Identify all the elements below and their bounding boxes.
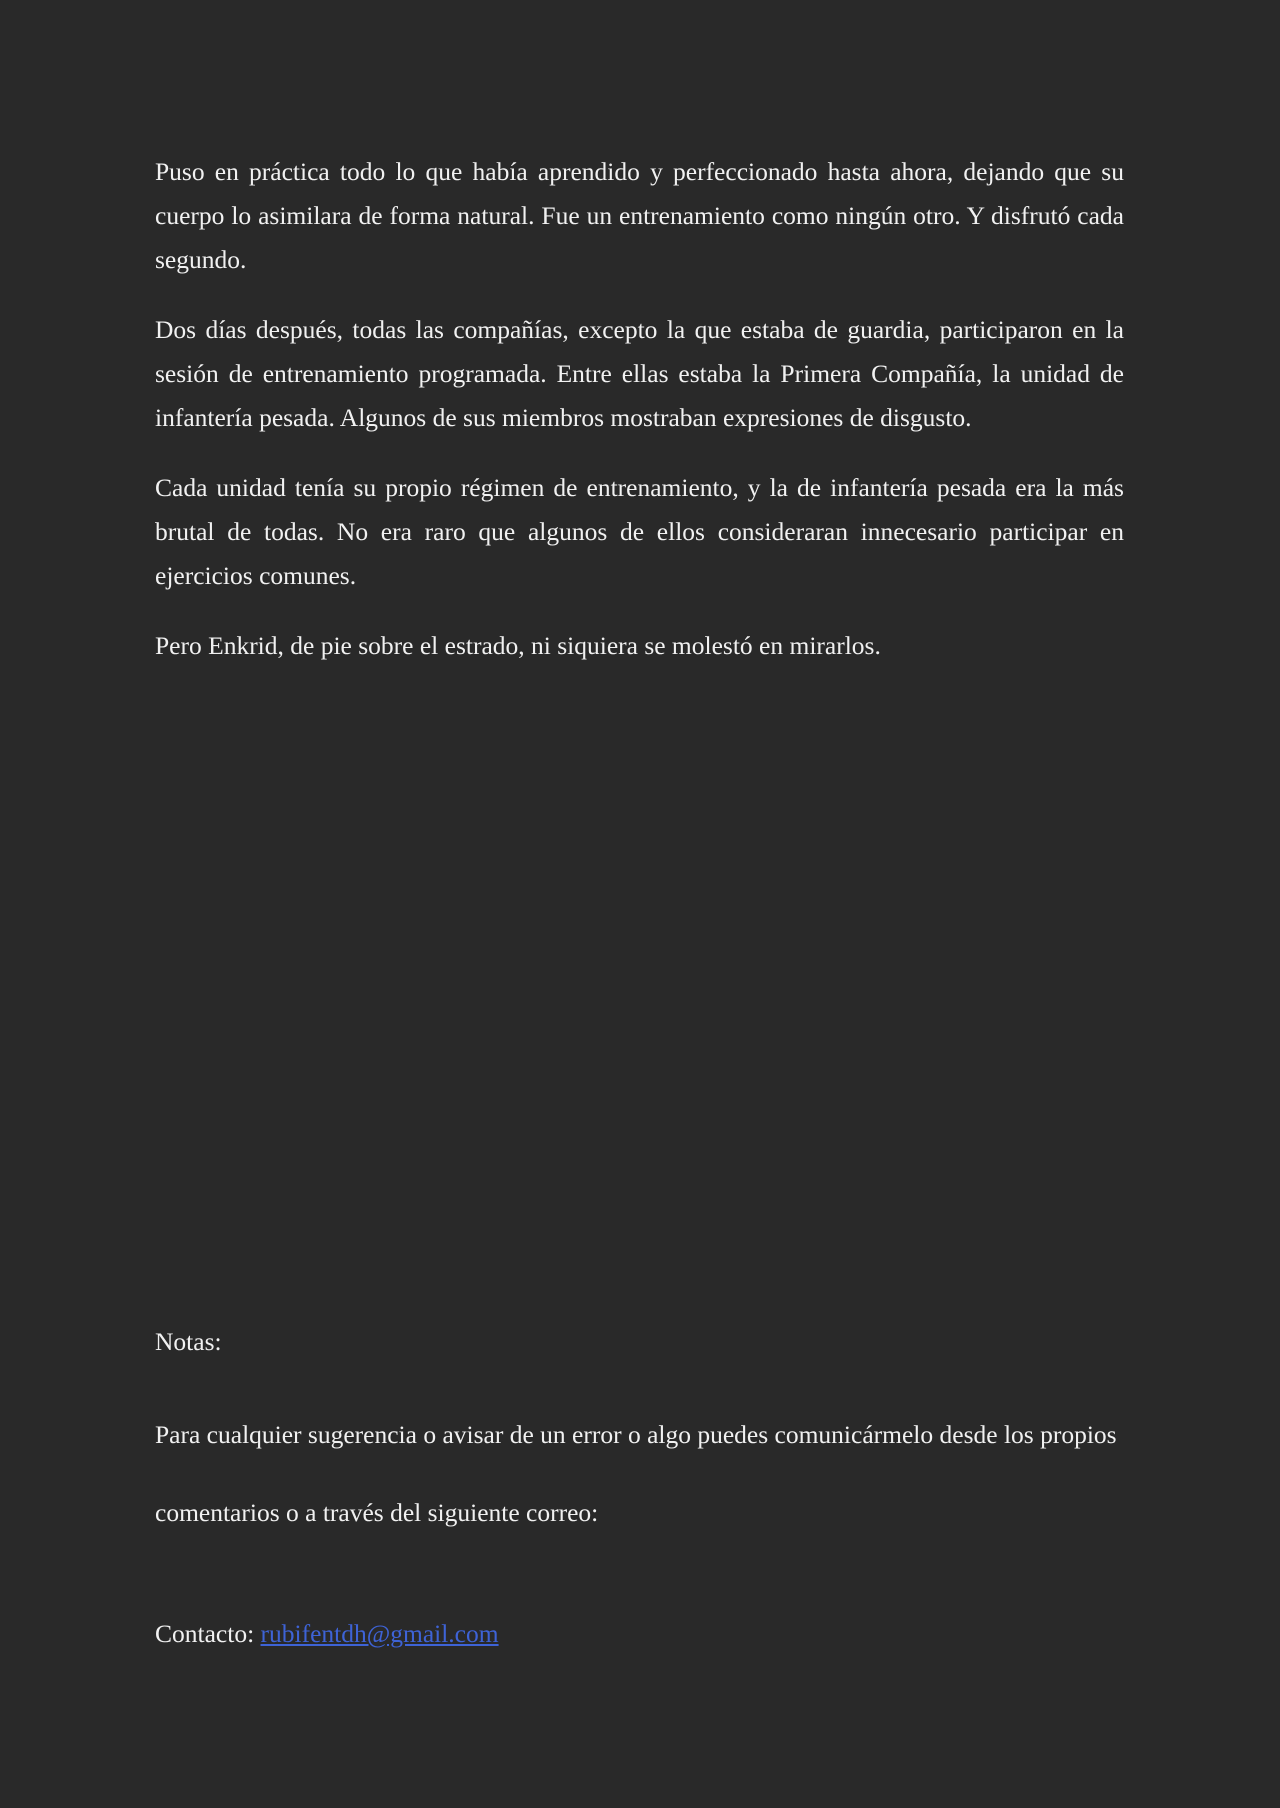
notes-body: Para cualquier sugerencia o avisar de un error o algo puedes comunicármelo desde los propios comentarios o a través del siguiente correo:: [155, 1420, 1117, 1527]
notes-title: Notas:: [155, 1327, 222, 1356]
contact-label: Contacto:: [155, 1619, 255, 1648]
contact-email-link[interactable]: rubifentdh@gmail.com: [260, 1619, 499, 1648]
paragraph-3: Cada unidad tenía su propio régimen de entrenamiento, y la de infantería pesada era la más brutal de todas. No era raro que algunos de ellos consideraran innecesario participar en ejercicios comunes.: [155, 473, 1124, 590]
paragraph-2: Dos días después, todas las compañías, excepto la que estaba de guardia, participaron en la sesión de entrenamiento programada. Entre ellas estaba la Primera Compañía, la unidad de infantería pesada. Algunos de sus miembros mostraban expresiones de disgusto.: [155, 315, 1124, 432]
notes-section: [155, 1320, 1124, 1552]
contact-line: [155, 1612, 499, 1656]
paragraph-1: Puso en práctica todo lo que había aprendido y perfeccionado hasta ahora, dejando que su cuerpo lo asimilara de forma natural. Fue un entrenamiento como ningún otro. Y disfrutó cada segundo.: [155, 157, 1124, 274]
chapter-text: [155, 150, 1124, 694]
paragraph-4: Pero Enkrid, de pie sobre el estrado, ni siquiera se molestó en mirarlos.: [155, 631, 881, 660]
